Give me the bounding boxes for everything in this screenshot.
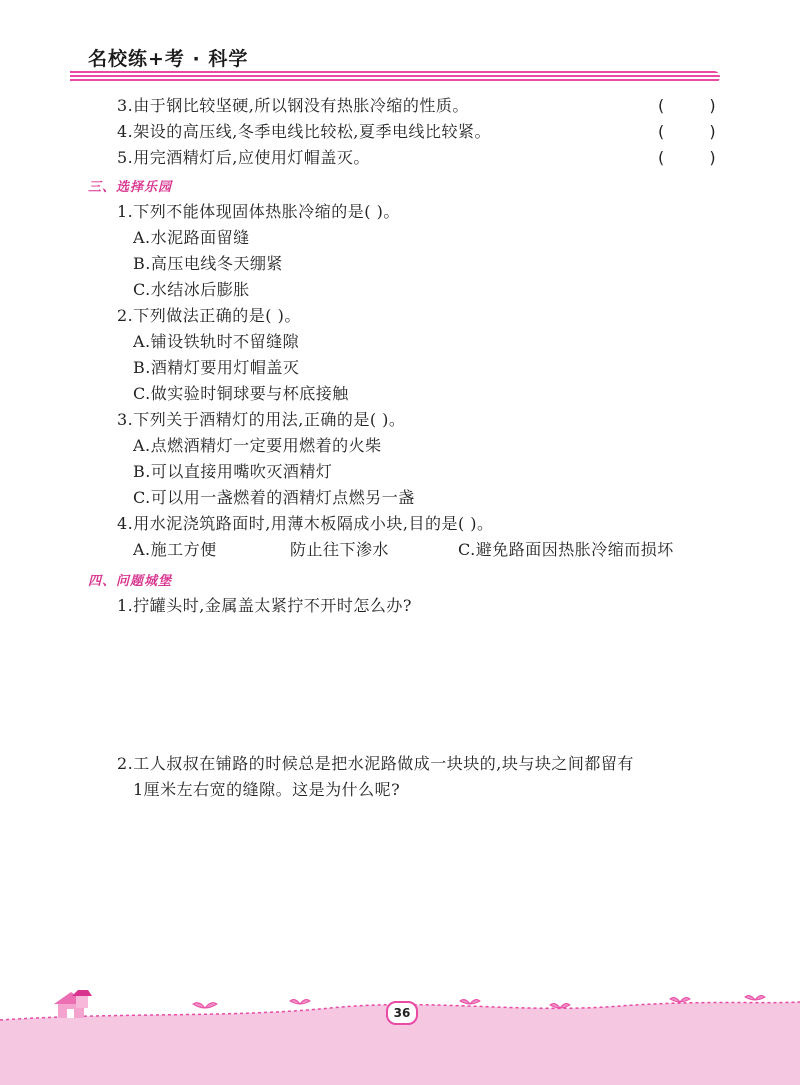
question-2-option-a: A.铺设铁轨时不留缝隙 [133, 332, 300, 351]
section-4-title: 四、问题城堡 [88, 574, 173, 589]
question-3-stem: 3.下列关于酒精灯的用法,正确的是( )。 [117, 410, 406, 429]
question-3-option-b: B.可以直接用嘴吹灭酒精灯 [133, 462, 333, 481]
question-4-stem: 4.用水泥浇筑路面时,用薄木板隔成小块,目的是( )。 [117, 514, 494, 533]
question-3-option-a: A.点燃酒精灯一定要用燃着的火柴 [133, 436, 382, 455]
question-4-option-a: A.施工方便 [133, 540, 217, 559]
question-1-option-b: B.高压电线冬天绷紧 [133, 254, 283, 273]
question-1-option-a: A.水泥路面留缝 [133, 228, 250, 247]
judge-item-4: 4.架设的高压线,冬季电线比较松,夏季电线比较紧。 [117, 122, 491, 141]
judge-item-3-answer-blank: ( ) [658, 96, 736, 115]
page-number: 36 [386, 1001, 418, 1025]
open-question-1: 1.拧罐头时,金属盖太紧拧不开时怎么办? [117, 596, 412, 615]
judge-item-5: 5.用完酒精灯后,应使用灯帽盖灭。 [117, 148, 370, 167]
judge-item-3: 3.由于钢比较坚硬,所以钢没有热胀冷缩的性质。 [117, 96, 469, 115]
question-2-option-b: B.酒精灯要用灯帽盖灭 [133, 358, 300, 377]
open-question-2-line-2: 1厘米左右宽的缝隙。这是为什么呢? [133, 780, 401, 799]
question-1-stem: 1.下列不能体现固体热胀冷缩的是( )。 [117, 202, 400, 221]
judge-item-4-answer-blank: ( ) [658, 122, 736, 141]
question-2-option-c: C.做实验时铜球要与杯底接触 [133, 384, 349, 403]
question-2-stem: 2.下列做法正确的是( )。 [117, 306, 301, 325]
question-3-option-c: C.可以用一盏燃着的酒精灯点燃另一盏 [133, 488, 415, 507]
question-4-option-b: 防止往下渗水 [290, 540, 390, 559]
question-1-option-c: C.水结冰后膨胀 [133, 280, 250, 299]
open-question-2-line-1: 2.工人叔叔在铺路的时候总是把水泥路做成一块块的,块与块之间都留有 [117, 754, 634, 773]
section-3-title: 三、选择乐园 [88, 180, 173, 195]
house-icon [54, 990, 92, 1018]
judge-item-5-answer-blank: ( ) [658, 148, 736, 167]
header-title: 名校练+考 · 科学 [88, 48, 249, 70]
header-stripe-bar [70, 71, 720, 83]
question-4-option-c: C.避免路面因热胀冷缩而损坏 [458, 540, 674, 559]
